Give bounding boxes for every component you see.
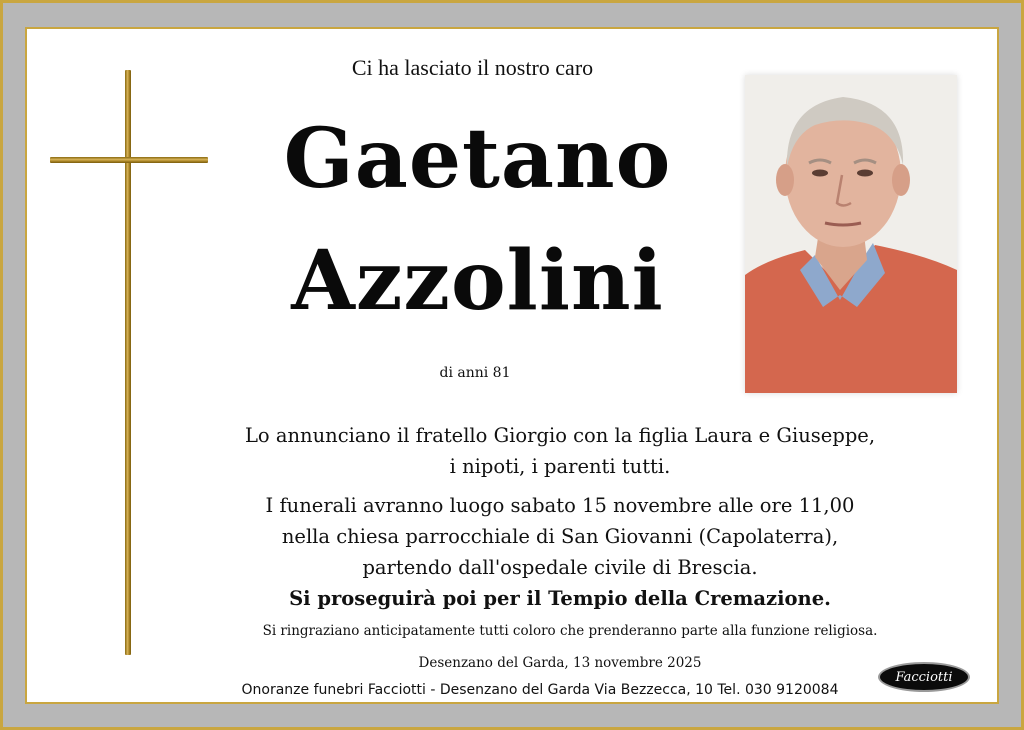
- funeral-line: nella chiesa parrocchiale di San Giovanni (Capolaterra),: [281, 525, 839, 548]
- cross-icon-bar: [50, 157, 208, 163]
- funeral-line: partendo dall'ospedale civile di Brescia.: [362, 556, 758, 579]
- deceased-photo: [745, 75, 957, 393]
- deceased-last-name: Azzolini: [291, 233, 664, 329]
- funeral-home-logo: Facciotti: [878, 662, 970, 692]
- funeral-home-footer: Onoranze funebri Facciotti - Desenzano del Garda Via Bezzecca, 10 Tel. 030 9120084: [241, 682, 839, 698]
- announcement-line: i nipoti, i parenti tutti.: [449, 455, 671, 478]
- funeral-paragraph: [150, 490, 970, 614]
- announcement-line: Lo annunciano il fratello Giorgio con la figlia Laura e Giuseppe,: [244, 424, 876, 447]
- thanks-text: Si ringraziano anticipatamente tutti coloro che prenderanno parte alla funzione religiosa.: [262, 623, 878, 639]
- announcement-paragraph: [150, 420, 970, 482]
- place-date: Desenzano del Garda, 13 novembre 2025: [418, 655, 702, 671]
- intro-text: Ci ha lasciato il nostro caro: [351, 55, 594, 80]
- funeral-line: I funerali avranno luogo sabato 15 novembre alle ore 11,00: [265, 494, 855, 517]
- deceased-age: di anni 81: [439, 365, 511, 381]
- deceased-first-name: Gaetano: [283, 111, 672, 207]
- funeral-line: Si proseguirà poi per il Tempio della Cremazione.: [289, 587, 831, 610]
